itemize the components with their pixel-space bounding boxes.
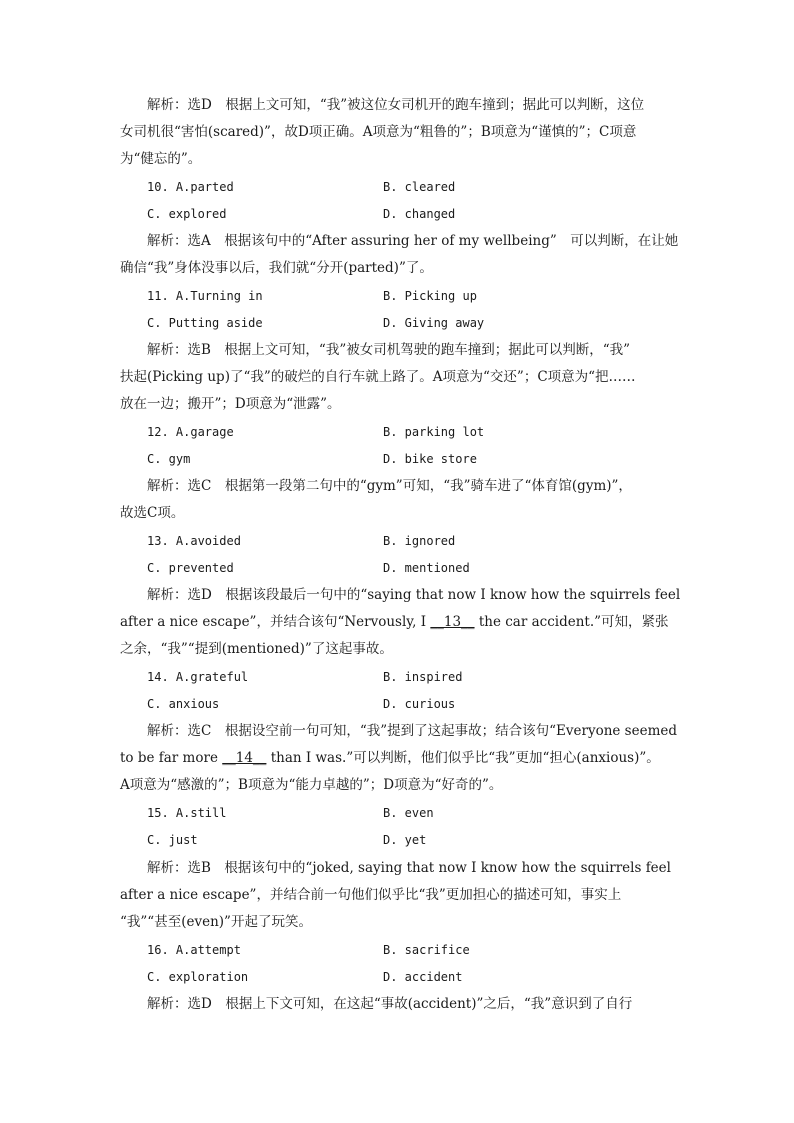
option-15-c: C. just bbox=[147, 833, 198, 847]
explanation-9-line-1: 解析：选D 根据上文可知，“我”被这位女司机开的跑车撞到；据此可以判断，这位 bbox=[147, 97, 645, 113]
option-12-a: 12. A.garage bbox=[147, 425, 234, 439]
option-12-d: D. bike store bbox=[383, 452, 477, 466]
option-11-a: 11. A.Turning in bbox=[147, 289, 263, 303]
option-14-d: D. curious bbox=[383, 697, 456, 711]
explanation-15-line-2: after a nice escape”，并结合前一句他们似乎比“我”更加担心的描述可知，事实上 bbox=[120, 887, 622, 903]
explanation-11-line-2: 扶起(Picking up)了“我”的破烂的自行车就上路了。A项意为“交还”；C项意为“把…… bbox=[120, 369, 636, 385]
option-16-b: B. sacrifice bbox=[383, 943, 470, 957]
explanation-13-text-a: after a nice escape”，并结合该句“Nervously, I bbox=[120, 614, 431, 630]
option-16-a: 16. A.attempt bbox=[147, 943, 241, 957]
explanation-9-line-2: 女司机很“害怕(scared)”，故D项正确。A项意为“粗鲁的”；B项意为“谨慎的”；C项意 bbox=[120, 124, 637, 140]
option-15-a: 15. A.still bbox=[147, 806, 227, 820]
explanation-14-line-3: A项意为“感激的”；B项意为“能力卓越的”；D项意为“好奇的”。 bbox=[120, 777, 503, 793]
option-13-a: 13. A.avoided bbox=[147, 534, 241, 548]
option-16-d: D. accident bbox=[383, 970, 463, 984]
explanation-14-text-c: than I was.”可以判断，他们似乎比“我”更加“担心(anxious)”。 bbox=[266, 750, 660, 766]
explanation-10-line-2: 确信“我”身体没事以后，我们就“分开(parted)”了。 bbox=[120, 260, 433, 276]
option-14-c: C. anxious bbox=[147, 697, 220, 711]
explanation-13-line-3: 之余，“我”“提到(mentioned)”了这起事故。 bbox=[120, 641, 393, 657]
option-11-c: C. Putting aside bbox=[147, 316, 263, 330]
option-12-c: C. gym bbox=[147, 452, 191, 466]
option-10-a: 10. A.parted bbox=[147, 180, 234, 194]
option-11-d: D. Giving away bbox=[383, 316, 485, 330]
explanation-14-line-1: 解析：选C 根据设空前一句可知，“我”提到了这起事故；结合该句“Everyone seemed bbox=[147, 723, 678, 739]
explanation-11-line-1: 解析：选B 根据上文可知，“我”被女司机驾驶的跑车撞到；据此可以判断，“我” bbox=[147, 342, 631, 358]
explanation-14-line-2 bbox=[120, 749, 660, 767]
option-13-d: D. mentioned bbox=[383, 561, 470, 575]
explanation-16-line-1: 解析：选D 根据上下文可知，在这起“事故(accident)”之后，“我”意识到了自行 bbox=[147, 996, 633, 1012]
option-15-d: D. yet bbox=[383, 833, 427, 847]
explanation-12-line-1: 解析：选C 根据第一段第二句中的“gym”可知，“我”骑车进了“体育馆(gym)”， bbox=[147, 478, 632, 494]
blank-13: __13__ bbox=[430, 614, 475, 630]
explanation-13-line-2 bbox=[120, 613, 669, 631]
option-15-b: B. even bbox=[383, 806, 434, 820]
blank-14: __14__ bbox=[222, 750, 267, 766]
option-14-b: B. inspired bbox=[383, 670, 463, 684]
option-14-a: 14. A.grateful bbox=[147, 670, 249, 684]
option-12-b: B. parking lot bbox=[383, 425, 485, 439]
explanation-15-line-3: “我”“甚至(even)”开起了玩笑。 bbox=[120, 914, 312, 930]
option-13-b: B. ignored bbox=[383, 534, 456, 548]
explanation-13-line-1: 解析：选D 根据该段最后一句中的“saying that now I know how the squirrels feel bbox=[147, 587, 681, 603]
explanation-10-line-1: 解析：选A 根据该句中的“After assuring her of my wellbeing” 可以判断，在让她 bbox=[147, 233, 679, 249]
explanation-11-line-3: 放在一边；搬开”；D项意为“泄露”。 bbox=[120, 396, 341, 412]
option-10-b: B. cleared bbox=[383, 180, 456, 194]
option-10-d: D. changed bbox=[383, 207, 456, 221]
option-16-c: C. exploration bbox=[147, 970, 249, 984]
explanation-14-text-a: to be far more bbox=[120, 750, 223, 766]
explanation-13-text-c: the car accident.”可知，紧张 bbox=[474, 614, 669, 630]
explanation-9-line-3: 为“健忘的”。 bbox=[120, 151, 202, 167]
explanation-15-line-1: 解析：选B 根据该句中的“joked, saying that now I know how the squirrels feel bbox=[147, 860, 671, 876]
option-13-c: C. prevented bbox=[147, 561, 234, 575]
explanation-12-line-2: 故选C项。 bbox=[120, 505, 185, 521]
option-11-b: B. Picking up bbox=[383, 289, 477, 303]
option-10-c: C. explored bbox=[147, 207, 227, 221]
